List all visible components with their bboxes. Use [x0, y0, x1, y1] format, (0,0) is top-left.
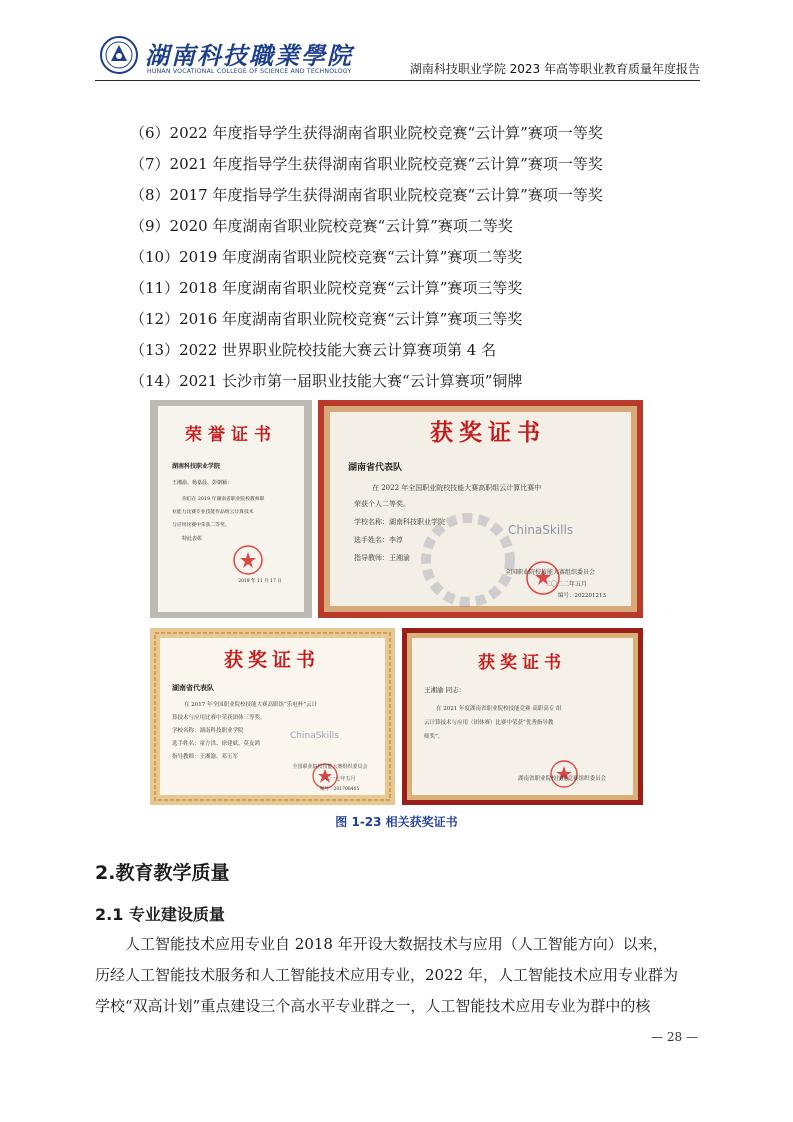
list-item: （13）2022 世界职业院校技能大赛云计算赛项第 4 名: [130, 341, 497, 359]
paragraph-line: 历经人工智能技术服务和人工智能技术应用专业，2022 年，人工智能技术应用专业群为: [95, 966, 678, 984]
list-item: （7）2021 年度指导学生获得湖南省职业院校竞赛“云计算”赛项一等奖: [130, 155, 603, 173]
cert1-date: 2019 年 11 月 17 日: [238, 579, 282, 584]
cert1-line4: 与应用比赛中荣获二等奖。: [172, 523, 230, 528]
cert2-line2: 荣获个人二等奖。: [354, 500, 410, 508]
cert2-org: 全国职业院校技能大赛组织委员会: [504, 569, 596, 576]
cert1-line5: 特此表彰: [182, 536, 203, 542]
cert2-line1: 在 2022 年全国职业院校技能大赛高职组云计算比赛中: [372, 484, 542, 492]
list-item: （10）2019 年度湖南省职业院校竞赛“云计算”赛项二等奖: [130, 248, 523, 266]
list-item: （14）2021 长沙市第一届职业技能大赛“云计算赛项”铜牌: [130, 372, 523, 390]
list-item: （6）2022 年度指导学生获得湖南省职业院校竞赛“云计算”赛项一等奖: [130, 124, 603, 142]
cert3-title: 获奖证书: [223, 649, 321, 671]
cert1-title: 荣誉证书: [185, 425, 277, 445]
figure-caption: 图 1-23 相关获奖证书: [335, 815, 458, 829]
cert3-org: 全国职业院校技能大赛组织委员会: [292, 764, 368, 770]
cert2-title: 获奖证书: [430, 419, 546, 446]
cert2-student: 选手姓名：李淳: [354, 536, 403, 544]
cert3-line1: 在 2017 年全国职业院校技能大赛高职组“乐电杯”云计: [184, 702, 318, 708]
page-number: — 28 —: [651, 1030, 698, 1044]
cert3-teacher: 指导教师：王湘渝、邓玉军: [172, 754, 239, 760]
cert2-serial: 编号：202201213: [558, 593, 606, 599]
list-item: （12）2016 年度湖南省职业院校竞赛“云计算”赛项三等奖: [130, 310, 523, 328]
certificate-photo-2: [318, 400, 643, 618]
college-emblem-icon: [99, 35, 139, 75]
chinaskills-watermark: ChinaSkills: [290, 731, 339, 741]
cert2-recipient: 湖南省代表队: [348, 463, 403, 473]
college-logo-text: 湖南科技職業學院: [145, 41, 353, 70]
cert4-line1: 在 2021 年度湖南省职业院校技能竞赛 高职高专 组: [436, 706, 562, 712]
section-heading: 2.教育教学质量: [95, 862, 230, 884]
paragraph-line: 人工智能技术应用专业自 2018 年开设大数据技术与应用（人工智能方向）以来，: [125, 935, 668, 953]
cert3-line2: 算技术与应用比赛中荣获团体三等奖。: [172, 715, 266, 721]
body-paragraph: [95, 929, 700, 1022]
cert4-title: 获奖证书: [478, 653, 566, 673]
list-item: （9）2020 年度湖南省职业院校竞赛“云计算”赛项二等奖: [130, 217, 513, 235]
cert4-recipient: 王湘渝 同志：: [424, 686, 466, 694]
cert3-recipient: 湖南省代表队: [172, 683, 214, 692]
list-item: （11）2018 年度湖南省职业院校竞赛“云计算”赛项三等奖: [130, 279, 523, 297]
college-logo-subtitle: HUNAN VOCATIONAL COLLEGE OF SCIENCE AND TECHNOLOGY: [147, 68, 352, 75]
cert3-date: 二〇一七年五月: [320, 776, 356, 782]
subsection-heading: 2.1 专业建设质量: [95, 905, 225, 924]
award-list: [130, 118, 603, 397]
cert1-line2: 你们在 2019 年湖南省职业院校教师职: [182, 497, 265, 502]
list-item: （8）2017 年度指导学生获得湖南省职业院校竞赛“云计算”赛项一等奖: [130, 186, 603, 204]
cert1-line1: 王湘渝、杨嘉晨、彭朝颖：: [172, 480, 233, 486]
cert4-line3: 师奖”。: [424, 734, 444, 740]
cert1-line3: 业能力比赛专业技能作品组云计算技术: [172, 510, 254, 515]
chinaskills-watermark: ChinaSkills: [508, 523, 574, 537]
certificate-photo-4: [402, 628, 643, 805]
paragraph-line: 学校“双高计划”重点建设三个高水平专业群之一，人工智能技术应用专业为群中的核: [95, 997, 651, 1015]
cert4-org: 湖南省职业院校技能竞赛组织委员会: [517, 776, 607, 782]
cert3-students: 选手姓名：童方洪、徐建斌、莫友鸿: [172, 741, 261, 747]
report-title: 湖南科技职业学院 2023 年高等职业教育质量年度报告: [409, 62, 700, 76]
cert1-recipient: 湖南科技职业学院: [172, 463, 221, 470]
cert2-teacher: 指导教师：王湘渝: [354, 554, 410, 562]
certificate-photo-1: [150, 400, 312, 618]
cert3-school: 学校名称：湖南科技职业学院: [172, 728, 244, 734]
cert2-date: 二〇二二年五月: [544, 581, 588, 588]
page-header: [95, 30, 700, 81]
cert2-school: 学校名称：湖南科技职业学院: [354, 518, 445, 526]
cert3-serial: 编号：201708405: [320, 787, 360, 792]
certificate-photo-3: [150, 628, 395, 805]
cert4-line2: 云计算技术与应用（团体赛）比赛中荣获“优秀指导教: [424, 720, 554, 726]
